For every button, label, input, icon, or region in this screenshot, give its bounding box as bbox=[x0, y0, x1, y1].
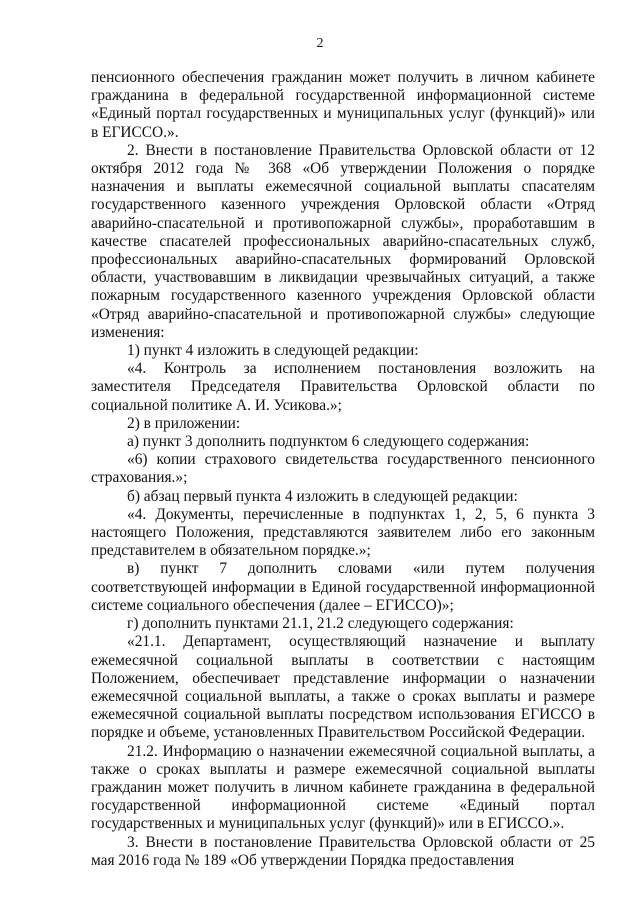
paragraph: 21.2. Информацию о назначении ежемесячной социальной выплаты, а также о сроках выплаты и размере ежемесячной социальной выплаты гражданин может получить в личном кабинете гражданина в федеральной государственной информационной системе «Единый портал государственных и муниципальных услуг (функций)» или в ЕГИССО.». bbox=[91, 742, 595, 833]
paragraph: 2. Внести в постановление Правительства Орловской области от 12 октября 2012 года № 368 «Об утверждении Положения о порядке назначения и выплаты ежемесячной социальной выплаты спасателям государственного казенного учреждения Орловской области «Отряд аварийно-спасательной и противопожарной службы», проработавшим в качестве спасателей профессиональных аварийно-спасательных служб, профессиональных аварийно-спасательных формирований Орловской области, участвовавшим в ликвидации чрезвычайных ситуаций, а также пожарным государственного казенного учреждения Орловской области «Отряд аварийно-спасательной и противопожарной службы» следующие изменения: bbox=[91, 141, 595, 341]
paragraph: «6) копии страхового свидетельства государственного пенсионного страхования.»; bbox=[91, 451, 595, 487]
paragraph: «4. Контроль за исполнением постановления возложить на заместителя Председателя Правительства Орловской области по социальной политике А. И. Усикова.»; bbox=[91, 360, 595, 414]
paragraph: а) пункт 3 дополнить подпунктом 6 следующего содержания: bbox=[127, 433, 530, 451]
paragraph: «4. Документы, перечисленные в подпунктах 1, 2, 5, 6 пункта 3 настоящего Положения, представляются заявителем либо его законным представителем в обязательном порядке.»; bbox=[91, 505, 595, 560]
paragraph: пенсионного обеспечения гражданин может получить в личном кабинете гражданина в федеральной государственной информационной системе «Единый портал государственных и муниципальных услуг (функций)» или в ЕГИССО.». bbox=[91, 69, 595, 141]
paragraph: в) пункт 7 дополнить словами «или путем получения соответствующей информации в Единой государственной информационной системе социального обеспечения (далее – ЕГИССО)»; bbox=[91, 560, 595, 614]
paragraph: 3. Внести в постановление Правительства Орловской области от 25 мая 2016 года № 189 «Об утверждении Порядка предоставления bbox=[91, 833, 595, 869]
paragraph: «21.1. Департамент, осуществляющий назначение и выплату ежемесячной социальной выплаты в соответствии с настоящим Положением, обеспечивает представление информации о назначении ежемесячной социальной выплаты, а также о сроках выплаты и размере ежемесячной социальной выплаты посредством использования ЕГИССО в порядке и объеме, установленных Правительством Российской Федерации. bbox=[91, 633, 595, 742]
document-body bbox=[91, 69, 595, 870]
paragraph: б) абзац первый пункта 4 изложить в следующей редакции: bbox=[127, 487, 518, 505]
paragraph: 2) в приложении: bbox=[127, 414, 241, 432]
paragraph: 1) пункт 4 изложить в следующей редакции: bbox=[127, 342, 419, 360]
paragraph: г) дополнить пунктами 21.1, 21.2 следующего содержания: bbox=[127, 615, 514, 633]
page-number: 2 bbox=[316, 36, 324, 51]
